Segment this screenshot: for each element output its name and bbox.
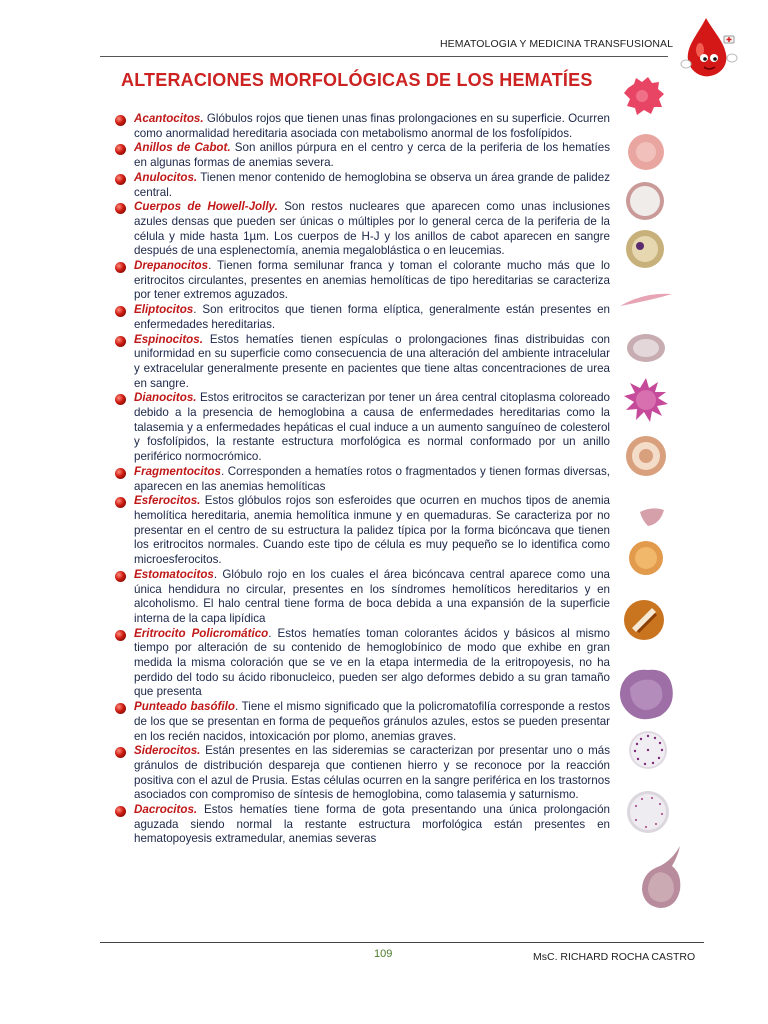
list-item bbox=[114, 391, 610, 465]
entry-term: Anulocitos. bbox=[134, 170, 198, 184]
bullet-icon bbox=[115, 468, 126, 479]
list-item bbox=[114, 803, 610, 847]
list-item bbox=[114, 333, 610, 392]
entry-description: Glóbulos rojos que tienen unas finas prolongaciones en su superficie. Ocurren como anormalidad hereditaria asociada con metabolismo anormal de los fosfolípidos. bbox=[134, 112, 610, 140]
list-item bbox=[114, 744, 610, 803]
acanthocyte-cell-icon bbox=[622, 74, 666, 118]
list-item bbox=[114, 700, 610, 744]
entry-description: Estos eritrocitos se caracterizan por tener un área central citoplasma coloreado debido a la presencia de hemoglobina a causa de enfermedades hereditarias como la talasemia y a enfermedades hepáticas el cual induce a un aumento sanguíneo de colesterol y fosfolípidos, la restante estructura morfológica es normal conformado por un anillo periférico normocrómico. bbox=[134, 391, 610, 464]
stomatocyte-cell-icon bbox=[622, 598, 666, 642]
page-number: 109 bbox=[374, 948, 393, 960]
entry-term: Esferocitos. bbox=[134, 494, 201, 508]
entry-description: Estos hematíes tiene forma de gota presentando una única prolongación aguzada siendo normal la restante estructura morfológica están presentes en hematopoyesis extramedular, anemias severas bbox=[134, 803, 610, 846]
entry-term: Dacrocitos. bbox=[134, 803, 198, 817]
entry-description: Tienen menor contenido de hemoglobina se observa un área grande de palidez central. bbox=[134, 170, 610, 199]
entry-term: Acantocitos. bbox=[134, 112, 204, 125]
drepanocyte-cell-icon bbox=[618, 290, 674, 310]
entry-description: Están presentes en las sideremias se caracterizan por presentar uno o más gránulos de distribución despareja que contienen hierro y se reconoce por la reacción positiva con el azul de Prusia. Estas células ocurren en la sangre periférica en los trastornos asociados con compromiso de síntesis de hemoglobina, como talasemia y saturnismo. bbox=[134, 744, 610, 802]
basophilic-stippling-cell-icon bbox=[628, 730, 668, 770]
entry-description: Estos hematíes tienen espículas o prolongaciones finas distribuidas con uniformidad en su superficie como consecuencia de una alteración del ambiente intracelular y extracelular generalmente presente en pacientes que tiene altas concentraciones de urea en sangre. bbox=[134, 332, 610, 390]
entry-term: Estomatocitos bbox=[134, 567, 214, 581]
entry-description: . Tienen forma semilunar franca y toman el colorante mucho más que lo eritrocitos circulantes, presentes en anemias hemolíticas de tipo hereditarias se caracteriza por tener extremos aguzados. bbox=[134, 259, 610, 302]
spherocyte-cell-icon bbox=[628, 540, 664, 576]
entry-description: . Corresponden a hematíes rotos o fragmentados y tienen formas diversas, aparecen en las anemias hemolíticas bbox=[134, 464, 610, 493]
list-item bbox=[114, 112, 610, 141]
entry-term: Punteado basófilo bbox=[134, 700, 235, 714]
entry-term: Cuerpos de Howell-Jolly. bbox=[134, 200, 278, 214]
bullet-icon bbox=[115, 630, 126, 641]
entry-description: Estos glóbulos rojos son esferoides que ocurren en muchos tipos de anemia hemolítica hereditaria, anemia hemolítica inmune y en quemaduras. Se caracteriza por no presentar en el centro de su estructura la palidez típica por la forma bicóncava que tienen los eritrocitos normales. Cuando este tipo de célula es muy pequeño se lo identifica como microesferocitos. bbox=[134, 494, 610, 567]
cell-illustrations bbox=[614, 0, 694, 1024]
list-item bbox=[114, 627, 610, 701]
list-item bbox=[114, 303, 610, 332]
entry-term: Eritrocito Policromático bbox=[134, 626, 269, 640]
dacrocyte-cell-icon bbox=[638, 844, 688, 912]
running-header: HEMATOLOGIA Y MEDICINA TRANSFUSIONAL bbox=[440, 38, 674, 50]
header-rule bbox=[100, 56, 668, 57]
entry-term: Espinocitos. bbox=[134, 332, 203, 346]
bullet-icon bbox=[115, 571, 126, 582]
bullet-icon bbox=[115, 174, 126, 185]
morphology-list bbox=[114, 112, 610, 847]
polychromatic-cell-icon bbox=[616, 664, 676, 724]
fragmentocyte-cell-icon bbox=[638, 506, 666, 528]
bullet-icon bbox=[115, 306, 126, 317]
anulocyte-cell-icon bbox=[624, 180, 666, 222]
elliptocyte-cell-icon bbox=[626, 332, 666, 364]
entry-term: Dianocitos. bbox=[134, 391, 197, 405]
footer-rule bbox=[100, 942, 704, 943]
list-item bbox=[114, 494, 610, 568]
page-title: ALTERACIONES MORFOLÓGICAS DE LOS HEMATÍES bbox=[121, 70, 593, 90]
entry-description: Son anillos púrpura en el centro y cerca de la periferia de los hematíes en algunas formas de anemias severa. bbox=[134, 141, 610, 170]
target-cell-icon bbox=[624, 434, 668, 478]
entry-term: Anillos de Cabot. bbox=[134, 141, 231, 155]
entry-term: Drepanocitos bbox=[134, 259, 209, 273]
author-name: MsC. RICHARD ROCHA CASTRO bbox=[533, 951, 696, 963]
list-item bbox=[114, 171, 610, 200]
howell-jolly-cell-icon bbox=[624, 228, 666, 270]
list-item bbox=[114, 141, 610, 170]
bullet-icon bbox=[115, 394, 126, 405]
bullet-icon bbox=[115, 497, 126, 508]
bullet-icon bbox=[115, 703, 126, 714]
bullet-icon bbox=[115, 336, 126, 347]
entry-description: . Son eritrocitos que tienen forma elíptica, generalmente están presentes en enfermedades hereditarias. bbox=[134, 303, 610, 331]
entry-description: . Estos hematíes toman colorantes ácidos y básicos al mismo tiempo por alteración de su contenido de hemoglobínico de modo que exhibe en gran medida la misma coloración que se ve en la etapa intermedia de la eritropoyesis, no ha perdido del todo su ácido ribonucleico, pueden ser algo deformes debido a su gran tamaño que presenta bbox=[134, 626, 611, 699]
entry-term: Eliptocitos bbox=[134, 303, 194, 317]
bullet-icon bbox=[115, 747, 126, 758]
entry-term: Fragmentocitos bbox=[134, 464, 221, 478]
entry-description: . Tiene el mismo significado que la policromatofilía corresponde a restos de los que se presentan en forma de pequeños gránulos azules, estos se pueden presentar en los recién nacidos, intoxicación por plomo, anemias graves. bbox=[134, 700, 610, 743]
list-item bbox=[114, 568, 610, 627]
entry-term: Siderocitos. bbox=[134, 744, 201, 758]
bullet-icon bbox=[115, 806, 126, 817]
spinocyte-cell-icon bbox=[622, 376, 670, 424]
bullet-icon bbox=[115, 262, 126, 273]
list-item bbox=[114, 200, 610, 259]
entry-description: Son restos nucleares que aparecen como unas inclusiones azules densas que pueden ser únicas o múltiples por lo general cerca de la periferia de la célula y mide hasta 1µm. Los cuerpos de H-J y los anillos de cabot aparecen en sangre después de una esplenectomía, anemia megaloblástica o en leucemias. bbox=[134, 200, 610, 258]
list-item bbox=[114, 259, 610, 303]
entry-description: . Glóbulo rojo en los cuales el área bicóncava central aparece como una única hendidura no circular, presentes en los síndromes hemolíticos hereditarios y en alcoholismo. El halo central tiene forma de boca debida a una expansión de la superficie interna de la capa lipídica bbox=[134, 567, 610, 625]
list-item bbox=[114, 465, 610, 494]
cabot-ring-cell-icon bbox=[626, 132, 666, 172]
bullet-icon bbox=[115, 203, 126, 214]
siderocyte-cell-icon bbox=[626, 790, 670, 834]
bullet-icon bbox=[115, 144, 126, 155]
bullet-icon bbox=[115, 115, 126, 126]
